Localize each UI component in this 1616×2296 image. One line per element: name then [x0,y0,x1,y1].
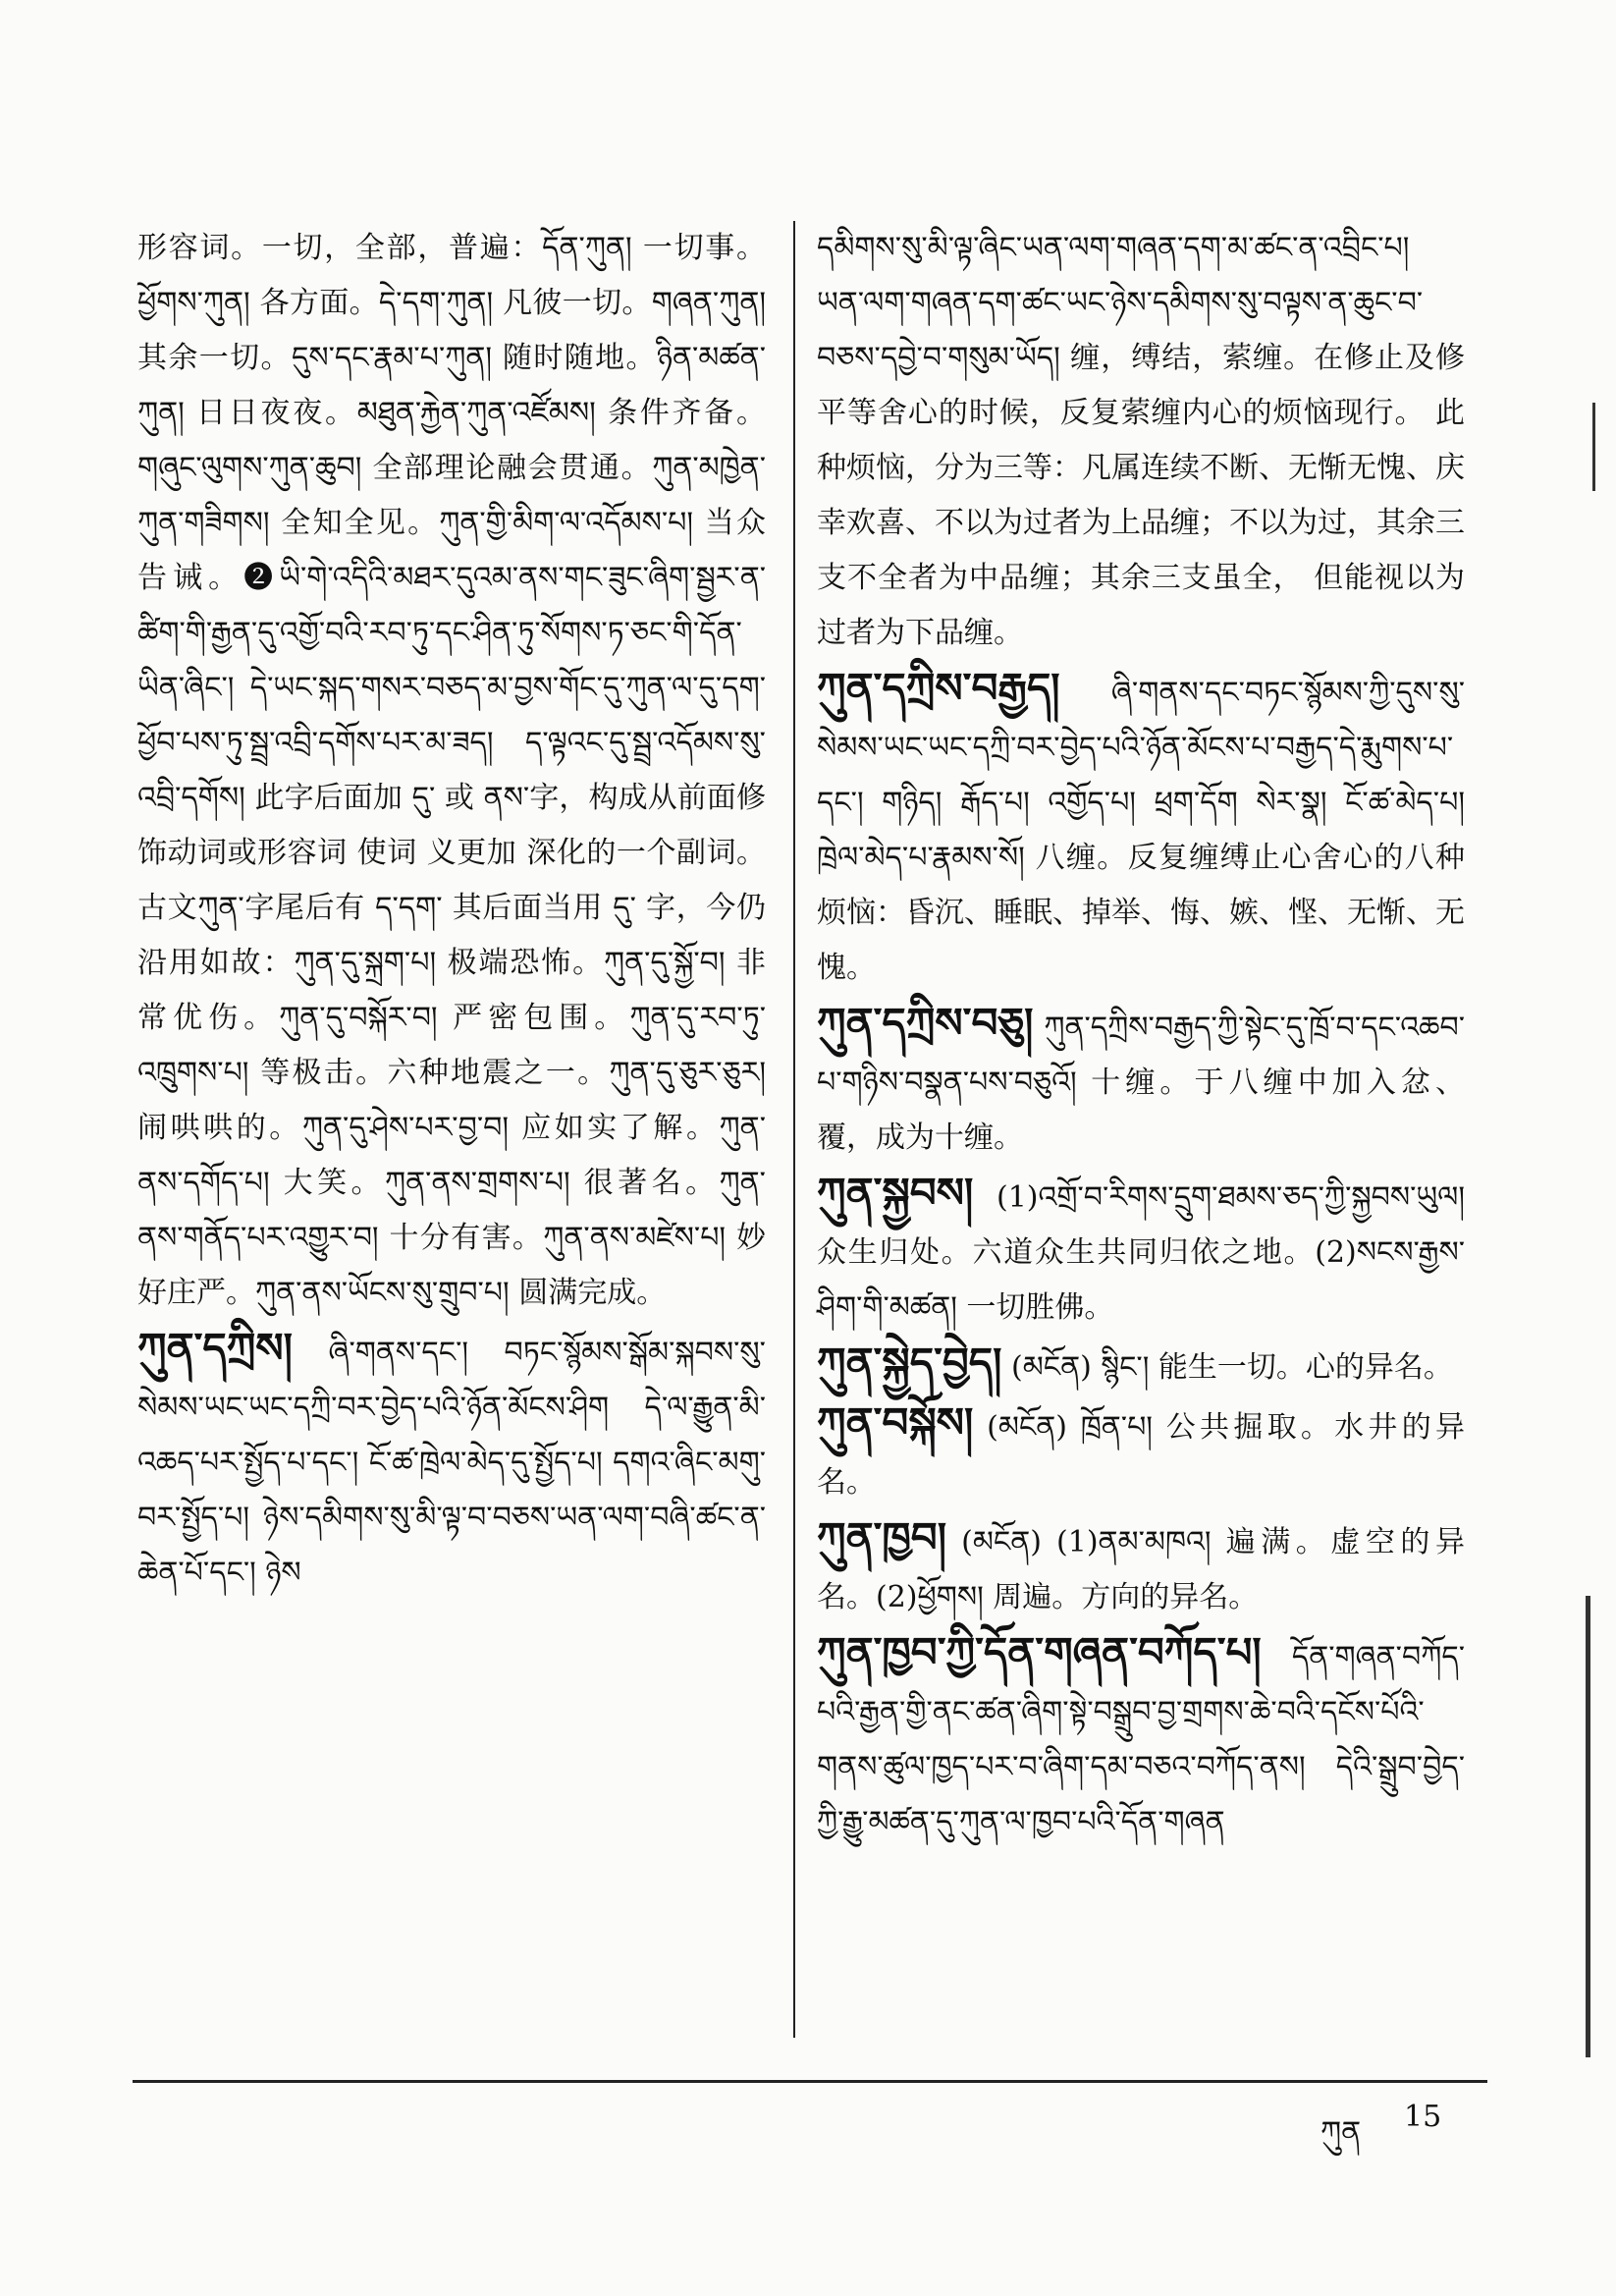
entry-body: ཞི་གནས་དང་། བཏང་སྙོམས་སྒོམ་སྐབས་སུ་སེམས་ཡང་ཡང་དཀྲི་བར་བྱེད་པའི་ཉོན་མོངས་ཤིག དེ་ལ་རྒྱུན་མི་འཆད་པར་སྤྱོད་པ་དང་། ངོ་ཚ་ཁྲེལ་མེད་དུ་སྤྱོད་པ། དགའ་ཞིང་མགུ་བར་སྤྱོད་པ། ཉེས་དམིགས་སུ་མི་ལྟ་བ་བཅས་ཡན་ལག་བཞི་ཚང་ན་ཆེན་པོ་དང་། ཉེས [137,1336,766,1590]
dictionary-entry [817,996,1465,1166]
scan-edge-mark [1586,1596,1590,2057]
entry-body: (མངོན) ཁྲོན་པ། 公共掘取。水井的异名。 [817,1410,1465,1500]
footer-rule [133,2080,1487,2083]
entry-body: དོན་གཞན་བཀོད་པའི་རྒྱན་གྱི་ནང་ཚན་ཞིག་སྟེ་བསྒྲུབ་བྱ་གྲགས་ཆེ་བའི་དངོས་པོའི་གནས་ཚུལ་ཁྱད་པར་བ་ཞིག་དམ་བཅའ་བཀོད་ནས། དེའི་སྒྲུབ་བྱེད་ཀྱི་རྒྱུ་མཚན་དུ་ཀུན་ལ་ཁྱབ་པའི་དོན་གཞན [817,1640,1465,1839]
page-number: 15 [1404,2100,1442,2134]
paragraph-continuation: 形容词。一切，全部，普遍：དོན་ཀུན། 一切事。ཕྱོགས་ཀུན། 各方面。དེ་དག་ཀུན། 凡彼一切。གཞན་ཀུན། 其余一切。དུས་དང་རྣམ་པ་ཀུན། 随时随地。ཉིན་མཚན་ཀུན། 日日夜夜。མཐུན་རྐྱེན་ཀུན་འཛོམས། 条件齐备。གཞུང་ལུགས་ཀུན་ཆུབ། 全部理论融会贯通。ཀུན་མཁྱེན་ཀུན་གཟིགས། 全知全见。ཀུན་གྱི་མིག་ལ་འདོམས་པ། 当众告诫。❷ཡི་གེ་འདིའི་མཐར་དུའམ་ནས་གང་ཟུང་ཞིག་སྦྱར་ན་ཚིག་གི་རྒྱན་དུ་འགྱོ་བའི་རབ་ཏུ་དང་ཤིན་ཏུ་སོགས་ཏ་ཅང་གི་དོན་ཡིན་ཞིང་། དེ་ཡང་སྐད་གསར་བཅད་མ་བྱས་གོང་དུ་ཀུན་ལ་དུ་དག་ཕྱོབ་པས་ཏུ་སྦྲ་འབྲི་དགོས་པར་མ་ཟད། ད་ལྟའང་དུ་སྦྲ་འདོམས་སུ་འབྲི་དགོས། 此字后面加 དུ་ 或 ནས་字，构成从前面修饰动词或形容词 使词 义更加 深化的一个副词。古文ཀུན་字尾后有 ད་དག་ 其后面当用 དུ་ 字，今仍沿用如故：ཀུན་དུ་སྐྲག་པ། 极端恐怖。ཀུན་དུ་སྐྱོ་བ། 非常优伤。ཀུན་དུ་བསྐོར་བ། 严密包围。ཀུན་དུ་རབ་ཏུ་འཁྲུགས་པ། 等极击。六种地震之一。ཀུན་དུ་ཅུར་ཅུར། 闹哄哄的。ཀུན་དུ་ཤེས་པར་བྱ་བ། 应如实了解。ཀུན་ནས་དགོད་པ། 大笑。ཀུན་ནས་གྲགས་པ། 很著名。ཀུན་ནས་གནོད་པར་འགྱུར་བ། 十分有害。ཀུན་ནས་མཛེས་པ། 妙好庄严。ཀུན་ནས་ཡོངས་སུ་གྲུབ་པ། 圆满完成。 [137,231,766,1310]
dictionary-entry [817,1166,1465,1336]
section-letter: ཀུན [1320,2115,1362,2150]
right-column [817,221,1465,1850]
entry-headword: ཀུན་དཀྲིས་བརྒྱད། [817,664,1060,712]
dictionary-entry [137,1321,766,1601]
paragraph-continuation: དམིགས་སུ་མི་ལྟ་ཞིང་ཡན་ལག་གཞན་དག་མ་ཚང་ན་འབྲིང་པ། ཡན་ལག་གཞན་དག་ཚང་ཡང་ཉེས་དམིགས་སུ་བལྟས་ན་ཆུང་བ་བཅས་དབྱེ་བ་གསུམ་ཡོད། 缠，缚结，萦缠。在修止及修平等舍心的时候，反复萦缠内心的烦恼现行。 此种烦恼，分为三等：凡属连续不断、无惭无愧、庆幸欢喜、不以为过者为上品缠；不以为过，其余三支不全者为中品缠；其余三支虽全， 但能视以为过者为下品缠。 [817,231,1465,650]
entry-body: (མངོན) (1)ནམ་མཁའ། 遍满。虚空的异名。(2)ཕྱོགས། 周遍。方向的异名。 [817,1525,1465,1614]
entry-headword: ཀུན་དཀྲིས། [137,1324,293,1372]
entry-headword: ཀུན་ཁྱབ། [817,1513,947,1561]
left-column [137,221,766,1601]
entry-body: (1)འགྲོ་བ་རིགས་དྲུག་ཐམས་ཅད་ཀྱི་སྐྱབས་ཡུལ། 众生归处。六道众生共同归依之地。(2)སངས་རྒྱས་ཤིག་གི་མཚན། 一切胜佛。 [817,1180,1465,1325]
entry-headword: ཀུན་བསྐོས། [817,1398,974,1447]
scan-edge-mark [1592,403,1595,491]
entry-headword: ཀུན་སྐྱབས། [817,1169,974,1217]
column-divider [793,221,795,2038]
dictionary-entry [817,1336,1465,1395]
entry-body: ཀུན་དཀྲིས་བརྒྱད་ཀྱི་སྟེང་དུ་ཁྲོ་བ་དང་འཆབ་པ་གཉིས་བསྣན་པས་བཅུའོ། 十缠。于八缠中加入忿、覆，成为十缠。 [817,1011,1465,1155]
entry-headword: ཀུན་དཀྲིས་བཅུ། [817,999,1034,1047]
dictionary-entry [817,661,1465,996]
entry-body: ཞི་གནས་དང་བཏང་སྙོམས་ཀྱི་དུས་སུ་སེམས་ཡང་ཡང་དཀྲི་བར་བྱེད་པའི་ཉོན་མོངས་པ་བརྒྱད་དེ་རྨུགས་པ་དང་། གཉིད། རྒོད་པ། འགྱོད་པ། ཕྲག་དོག སེར་སྣ། ངོ་ཚ་མེད་པ། ཁྲེལ་མེད་པ་རྣམས་སོ། 八缠。反复缠缚止心舍心的八种烦恼：昏沉、睡眠、掉举、悔、嫉、悭、无惭、无愧。 [817,676,1465,985]
dictionary-entry [817,1625,1465,1850]
entry-headword: ཀུན་སྐྱེད་བྱེད། [817,1339,1002,1387]
dictionary-entry [817,1510,1465,1625]
entry-body: (མངོན) སྙིང་། 能生一切。心的异名。 [1011,1350,1453,1385]
entry-headword: ཀུན་ཁྱབ་ཀྱི་དོན་གཞན་བཀོད་པ། [817,1628,1262,1676]
dictionary-entry [817,1395,1465,1510]
